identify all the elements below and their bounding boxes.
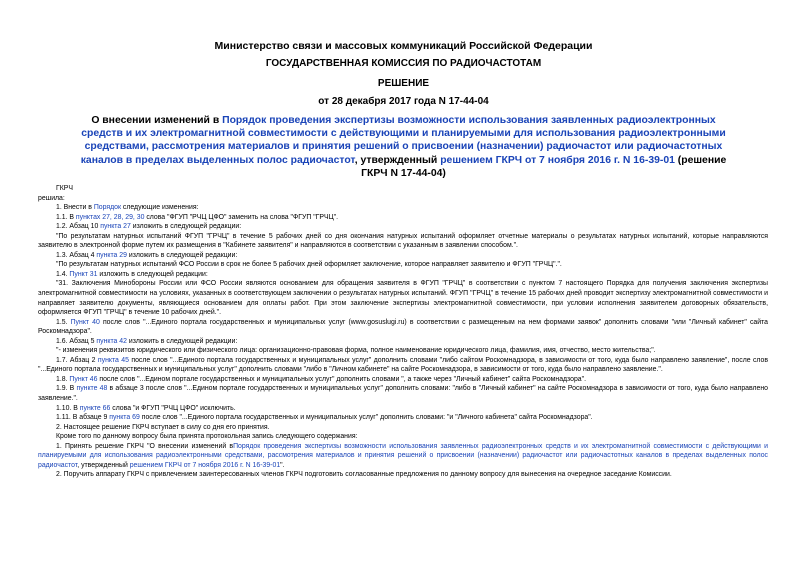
text: изложить в следующей редакции: <box>126 251 238 259</box>
text: 1. Внести в <box>56 204 94 212</box>
text: после слов "...Единого портала государственных и муниципальных услуг" дополнить словами "либо сайтом Роскомнадзора, в зависимости от того, куда было направлено заявление", после слов "...Единого портала государственных и муниципальных услуг" дополнить словами "либо в "Личном кабинете" на сайте Роскомнадзора, в зависимости от того, куда было направлено заявление.". <box>38 356 768 374</box>
text: 1.7. Абзац 2 <box>56 356 98 364</box>
item-46-link[interactable]: Пункт 46 <box>69 375 98 383</box>
title-prefix: О внесении изменений в <box>91 115 223 126</box>
paragraph-1-5 <box>38 318 768 337</box>
text: 1.3. Абзац 4 <box>56 251 97 259</box>
text: 1.1. В <box>56 213 76 221</box>
paragraph-2: 2. Настоящее решение ГКРЧ вступает в силу со дня его принятия. <box>56 423 270 431</box>
text: изложить в следующей редакции: <box>130 223 242 231</box>
decision-date: от 28 декабря 2017 года N 17-44-04 <box>318 96 489 107</box>
text: следующие изменения: <box>120 204 199 212</box>
title-middle: , утвержденный <box>354 154 441 166</box>
text: изложить в следующей редакции: <box>97 270 208 278</box>
item-69-link[interactable]: пункта 69 <box>109 414 140 422</box>
commission-heading: ГОСУДАРСТВЕННАЯ КОМИССИЯ ПО РАДИОЧАСТОТАМ <box>265 58 542 69</box>
paragraph-1-11 <box>38 413 768 423</box>
body-line-gkrch: ГКРЧ <box>56 185 73 192</box>
title-decision-link[interactable]: решением ГКРЧ от 7 ноября 2016 г. N 16-39-01 <box>440 154 675 166</box>
text: слова "и ФГУП "РЧЦ ЦФО" исключить. <box>110 404 236 412</box>
quote-1-6: "- изменения реквизитов юридического или физического лица: организационно-правовая форма, полное наименование юридического лица, фамилия, имя, отчество, место жительства;". <box>56 347 656 355</box>
item-31-link[interactable]: Пункт 31 <box>69 270 98 278</box>
decision-heading: РЕШЕНИЕ <box>377 78 430 89</box>
paragraph-1-3 <box>38 251 768 261</box>
text: 1.9. В <box>56 385 77 393</box>
items-27-30-link[interactable]: пунктах 27, 28, 29, 30 <box>75 213 145 221</box>
order-link[interactable]: Порядок <box>93 204 121 212</box>
paragraph-1-10 <box>38 404 768 414</box>
text: после слов "...Едином портале государственных и муниципальных услуг" дополнить словами ", а также через "Личный кабинет" сайта Роскомнадзора". <box>97 375 586 383</box>
item-48-link[interactable]: пункте 48 <box>76 385 108 393</box>
paragraph-1-8 <box>38 375 768 385</box>
title-suffix: (решение ГКРЧ N 17-44-04) <box>361 154 727 179</box>
document-title <box>80 114 727 180</box>
protocol-item-2: 2. Поручить аппарату ГКРЧ с привлечением заинтересованных членов ГКРЧ подготовить согласованные предложения по данному вопросу для вынесения на очередное заседание Комиссии. <box>56 471 672 479</box>
text: в абзаце 3 после слов "...Едином портале государственных и муниципальных услуг" дополнить словами: "либо в "Личный кабинет" на сайте Роскомнадзора в зависимости от того, куда было направлено заявление.". <box>38 385 768 403</box>
item-42-link[interactable]: пункта 42 <box>96 337 127 345</box>
text: 1.11. В абзаце 9 <box>56 414 110 422</box>
document-body <box>38 184 768 480</box>
text: после слов "...Единого портала государственных и муниципальных услуг" дополнить словами: "и "Личного кабинета" сайта Роскомнадзора". <box>139 414 593 422</box>
title-order-link[interactable]: Порядок проведения экспертизы возможности использования заявленных радиоэлектронных средств и их электромагнитной совместимости с действующими и планируемыми для использования радиоэлектронными средствами, рассмотрения материалов и принятия решений о присвоении (назначении) радиочастот или радиочастотных каналов в пределах выделенных полос радиочастот <box>80 115 726 166</box>
text: 1.4. <box>56 270 70 278</box>
protocol-decision-link[interactable]: решением ГКРЧ от 7 ноября 2016 г. N 16-39-01 <box>129 461 281 469</box>
item-66-link[interactable]: пункте 66 <box>79 404 111 412</box>
ministry-heading: Министерство связи и массовых коммуникаций Российской Федерации <box>214 40 593 52</box>
text: 1.5. <box>56 318 71 326</box>
text: после слов "...Единого портала государственных и муниципальных услуг (www.gosuslugi.ru) в соответствии с размещенным на нем формами заявок" дополнить словами "или "Личный кабинет" сайта Роскомнадзора". <box>38 318 768 336</box>
item-45-link[interactable]: пункта 45 <box>97 356 129 364</box>
paragraph-1 <box>38 203 768 213</box>
paragraph-1-4 <box>38 270 768 280</box>
text: 1.6. Абзац 5 <box>56 337 97 345</box>
quote-1-3: "По результатам натурных испытаний ФСО России в срок не более 5 рабочих дней оформляет заключение, которое направляет заявителю и ФГУП "ГРЧЦ".". <box>56 261 562 269</box>
paragraph-1-9 <box>38 384 768 403</box>
text: 1. Принять решение ГКРЧ "О внесении изменений в <box>56 442 234 450</box>
text: 1.8. <box>56 375 70 383</box>
paragraph-1-1 <box>38 213 768 223</box>
protocol-order-link[interactable]: Порядок проведения экспертизы возможности использования заявленных радиоэлектронных средств и их электромагнитной совместимости с действующими и планируемыми для использования радиоэлектронными средствами, рассмотрения материалов и принятия решений о присвоении (назначении) радиочастот или радиочастотных каналов в пределах выделенных полос радиочастот <box>38 442 768 469</box>
paragraph-1-6 <box>38 337 768 347</box>
text: ". <box>280 461 285 469</box>
paragraph-1-7 <box>38 356 768 375</box>
paragraph-1-2 <box>38 222 768 232</box>
protocol-note: Кроме того по данному вопросу была принята протокольная запись следующего содержания: <box>56 433 358 441</box>
quote-1-2: "По результатам натурных испытаний ФГУП "ГРЧЦ" в течение 5 рабочих дней со дня окончания натурных испытаний оформляет отчетные материалы о результатах натурных испытаний, которые направляются заявителю в электронной форме путем их размещения в "Кабинете заявителя" и направляются в соответствии с указанным в заявлении способом.". <box>38 232 768 250</box>
quote-1-4: "31. Заключения Минобороны России или ФСО России являются основанием для обращения заявителя в ФГУП "ГРЧЦ" в соответствии с пунктом 7 настоящего Порядка для получения заключения экспертизы электромагнитной совместимости на условиях, указанных в соответствующем заключении о результатах натурных испытаний. ФГУП "ГРЧЦ" в течение 15 рабочих дней проводит экспертизу электромагнитной совместимости и направляет заявителю документы, являющиеся основанием для оплаты работ. При этом заключение экспертизы электромагнитной совместимости, при условии исполнения заявителем договорных обязательств, оформляется ФГУП "ГРЧЦ" в течение 10 рабочих дней.". <box>38 280 768 317</box>
text: слова "ФГУП "РЧЦ ЦФО" заменить на слова "ФГУП "ГРЧЦ". <box>144 213 339 221</box>
text: 1.2. Абзац 10 <box>56 223 101 231</box>
body-line-resolved: решила: <box>38 194 65 202</box>
item-40-link[interactable]: Пункт 40 <box>70 318 100 326</box>
item-27-link[interactable]: пункта 27 <box>100 223 131 231</box>
text: , утвержденный <box>77 461 130 469</box>
text: 1.10. В <box>56 404 80 412</box>
item-29-link[interactable]: пункта 29 <box>96 251 127 259</box>
protocol-item-1 <box>38 442 768 471</box>
text: изложить в следующей редакции: <box>126 337 238 345</box>
